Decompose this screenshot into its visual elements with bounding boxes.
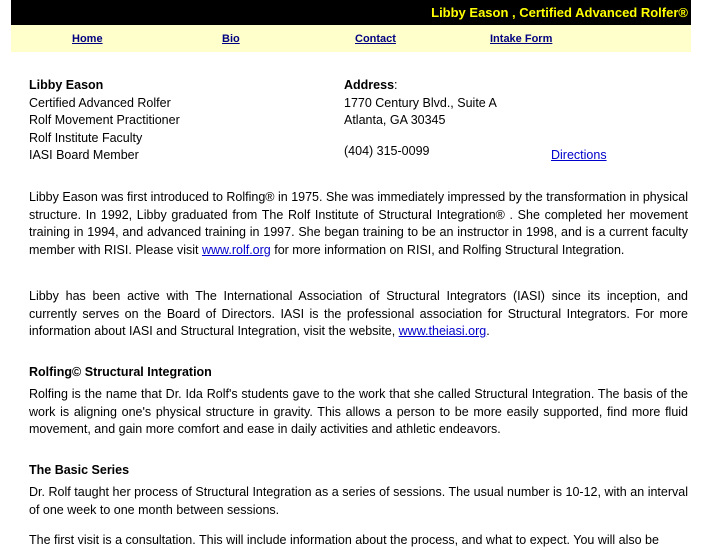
bio-paragraph-2 bbox=[29, 288, 688, 341]
profile-block bbox=[29, 77, 180, 165]
rolfing-heading: Rolfing© Structural Integration bbox=[29, 365, 212, 379]
bio-p2-text-b: . bbox=[486, 324, 490, 338]
profile-title-3: Rolf Institute Faculty bbox=[29, 130, 143, 145]
theiasi-link[interactable]: www.theiasi.org bbox=[398, 324, 487, 338]
bio-p1-text-a: Libby Eason was first introduced to Rolfing® in 1975. She was immediately impressed by the transformation in physical structure. In 1992, Libby graduated from The Rolf Institute of Structural Integration® . She completed her movement training in 1994, and advanced training in 1997. She began training to be an instructor in 1998, and is a current faculty member with RISI. Please visit bbox=[29, 190, 688, 257]
address-line-2: Atlanta, GA 30345 bbox=[344, 113, 446, 127]
bio-paragraph-1 bbox=[29, 189, 688, 259]
basic-series-heading: The Basic Series bbox=[29, 463, 130, 477]
address-label-colon: : bbox=[394, 78, 398, 92]
address-block bbox=[344, 77, 497, 130]
site-title: Libby Eason , Certified Advanced Rolfer® bbox=[431, 5, 688, 20]
nav-bar bbox=[11, 25, 691, 52]
profile-title-2: Rolf Movement Practitioner bbox=[29, 113, 180, 127]
profile-title-1: Certified Advanced Rolfer bbox=[29, 95, 171, 110]
bio-p1-text-b: for more information on RISI, and Rolfing Structural Integration. bbox=[270, 242, 625, 257]
basic-series-paragraph-1: Dr. Rolf taught her process of Structural Integration as a series of sessions. The usual number is 10-12, with an interval of one week to one month between sessions. bbox=[29, 485, 688, 517]
nav-home-link[interactable]: Home bbox=[72, 33, 103, 45]
phone-number: (404) 315-0099 bbox=[344, 144, 430, 158]
nav-intake-form-link[interactable]: Intake Form bbox=[490, 33, 553, 45]
nav-contact-link[interactable]: Contact bbox=[355, 33, 396, 45]
basic-series-paragraph-2: The first visit is a consultation. This will include information about the process, and what to expect. You will also be bbox=[29, 533, 659, 547]
rolfing-paragraph: Rolfing is the name that Dr. Ida Rolf's students gave to the work that she called Structural Integration. The basis of the work is aligning one's physical structure in gravity. This allows a person to be more easily supported, find more fluid movement, and gain more comfort and ease in daily activities and athletic endeavors. bbox=[29, 387, 688, 436]
header-bar bbox=[11, 0, 691, 25]
address-line-1: 1770 Century Blvd., Suite A bbox=[344, 95, 497, 110]
address-label: Address bbox=[344, 78, 395, 92]
nav-bio-link[interactable]: Bio bbox=[222, 33, 240, 45]
directions-link[interactable]: Directions bbox=[551, 148, 607, 162]
profile-name: Libby Eason bbox=[29, 78, 104, 92]
rolf-org-link[interactable]: www.rolf.org bbox=[201, 242, 271, 257]
profile-title-4: IASI Board Member bbox=[29, 148, 139, 162]
bio-p2-text-a: Libby has been active with The International Association of Structural Integrators (IASI) since its inception, and currently serves on the Board of Directors. IASI is the professional association for Structural Integrators. For more information about IASI and Structural Integration, visit the website, bbox=[29, 289, 688, 338]
